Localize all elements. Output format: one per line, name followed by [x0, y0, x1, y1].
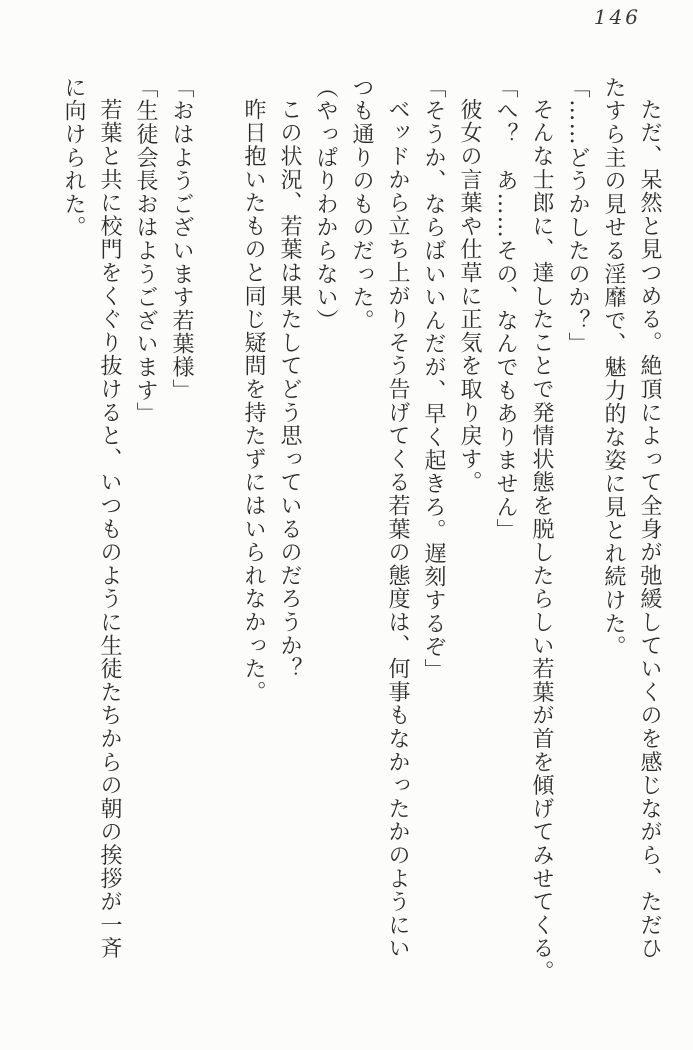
text-line-1: ただ、呆然と見つめる。絶頂によって全身が弛緩していくのを感じながら、ただひ [637, 98, 662, 961]
text-line-16: 若葉と共に校門をくぐり抜けると、いつものように生徒たちからの朝の挨拶が一斉 [97, 98, 122, 961]
text-line-17: に向けられた。 [61, 76, 86, 240]
text-line-10: （やっぱりわからない） [313, 76, 338, 333]
blank-line [199, 76, 235, 1002]
vertical-text-block [55, 76, 667, 1002]
text-line-4: そんな士郎に、達したことで発情状態を脱したらしい若葉が首を傾げてみせてくる。 [529, 98, 554, 984]
text-line-5: 「へ？ あ……その、なんでもありません」 [493, 76, 518, 542]
text-line-12: 昨日抱いたものと同じ疑問を持たずにはいられなかった。 [241, 98, 266, 704]
text-line-14: 「おはようございます若葉様」 [169, 76, 194, 403]
text-line-8: ベッドから立ち上がりそう告げてくる若葉の態度は、何事もなかったかのようにい [385, 98, 410, 961]
text-line-9: つも通りのものだった。 [349, 76, 374, 333]
text-line-7: 「そうか、ならばいいんだが、早く起きろ。遅刻するぞ」 [421, 76, 446, 682]
page-number: 146 [593, 5, 641, 29]
text-line-15: 「生徒会長おはようございます」 [133, 76, 158, 426]
text-line-2: たすら主の見せる淫靡で、魅力的な姿に見とれ続けた。 [601, 76, 626, 659]
text-line-11: この状況、若葉は果たしてどう思っているのだろうか？ [277, 98, 302, 681]
text-line-6: 彼女の言葉や仕草に正気を取り戻す。 [457, 98, 482, 495]
text-line-3: 「……どうかしたのか？」 [565, 76, 590, 356]
